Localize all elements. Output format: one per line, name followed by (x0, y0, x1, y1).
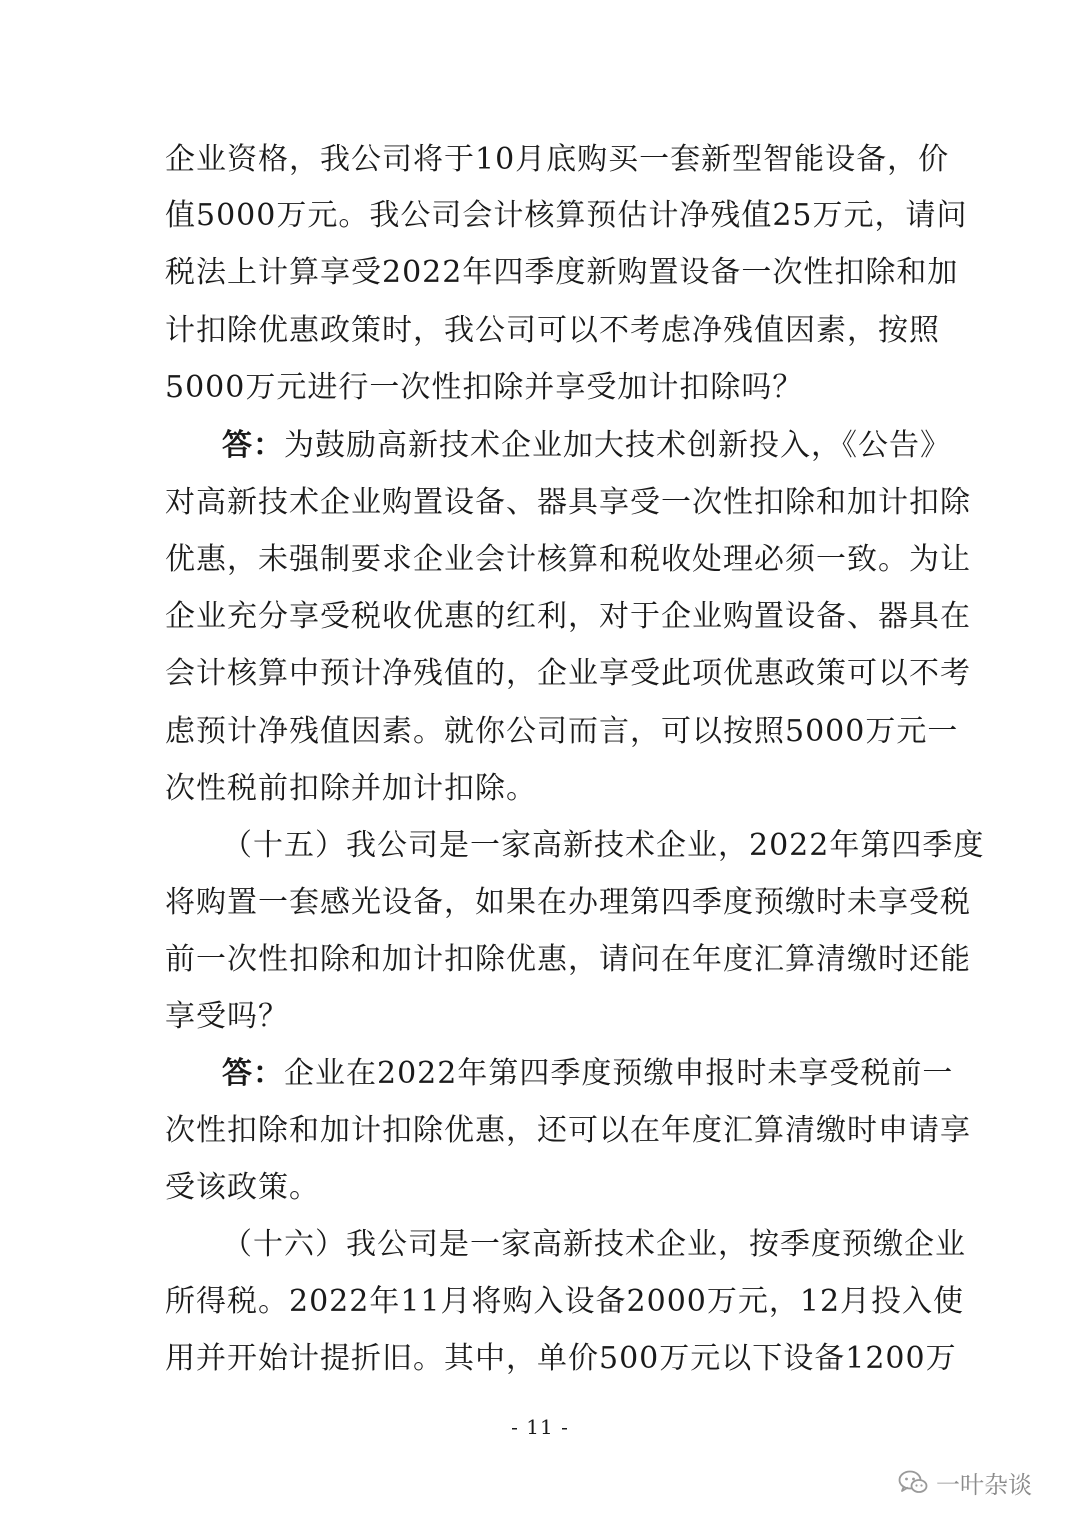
body-line: 值5000万元。我公司会计核算预估计净残值25万元，请问 (165, 198, 968, 233)
body-line: 计扣除优惠政策时，我公司可以不考虑净残值因素，按照 (165, 313, 940, 348)
body-line: 企业资格，我公司将于10月底购买一套新型智能设备，价 (165, 142, 950, 177)
body-line: 5000万元进行一次性扣除并享受加计扣除吗？ (165, 370, 804, 405)
body-line: 虑预计净残值因素。就你公司而言，可以按照5000万元一 (165, 714, 959, 749)
body-line: 次性扣除和加计扣除优惠，还可以在年度汇算清缴时申请享 (165, 1113, 971, 1148)
body-line: 将购置一套感光设备，如果在办理第四季度预缴时未享受税 (165, 885, 971, 920)
body-line: 优惠，未强制要求企业会计核算和税收处理必须一致。为让 (165, 542, 971, 577)
body-line: 会计核算中预计净残值的，企业享受此项优惠政策可以不考 (165, 656, 971, 691)
page-number: - 11 - (511, 1415, 569, 1439)
body-line: 所得税。2022年11月将购入设备2000万元，12月投入使 (165, 1284, 965, 1319)
answer-paragraph-first-line (222, 426, 951, 466)
answer-label: 答： (222, 428, 284, 463)
body-line: 用并开始计提折旧。其中，单价500万元以下设备1200万 (165, 1341, 957, 1376)
body-line: 次性税前扣除并加计扣除。 (165, 771, 537, 806)
body-line: 前一次性扣除和加计扣除优惠，请问在年度汇算清缴时还能 (165, 942, 971, 977)
watermark (898, 1462, 1032, 1502)
body-line: 受该政策。 (165, 1170, 320, 1205)
answer-label: 答： (222, 1056, 284, 1091)
question-paragraph-first-line: （十五）我公司是一家高新技术企业，2022年第四季度 (222, 828, 985, 863)
answer-paragraph-first-line (222, 1054, 954, 1094)
answer-text: 企业在2022年第四季度预缴申报时未享受税前一 (284, 1056, 954, 1091)
body-line: 对高新技术企业购置设备、器具享受一次性扣除和加计扣除 (165, 485, 971, 520)
body-line: 税法上计算享受2022年四季度新购置设备一次性扣除和加 (165, 255, 959, 290)
body-line: 企业充分享受税收优惠的红利，对于企业购置设备、器具在 (165, 599, 971, 634)
body-line: 享受吗？ (165, 999, 289, 1034)
wechat-icon (898, 1469, 928, 1495)
answer-text: 为鼓励高新技术企业加大技术创新投入，《公告》 (284, 428, 951, 463)
watermark-text: 一叶杂谈 (936, 1470, 1032, 1499)
question-paragraph-first-line: （十六）我公司是一家高新技术企业，按季度预缴企业 (222, 1227, 966, 1262)
